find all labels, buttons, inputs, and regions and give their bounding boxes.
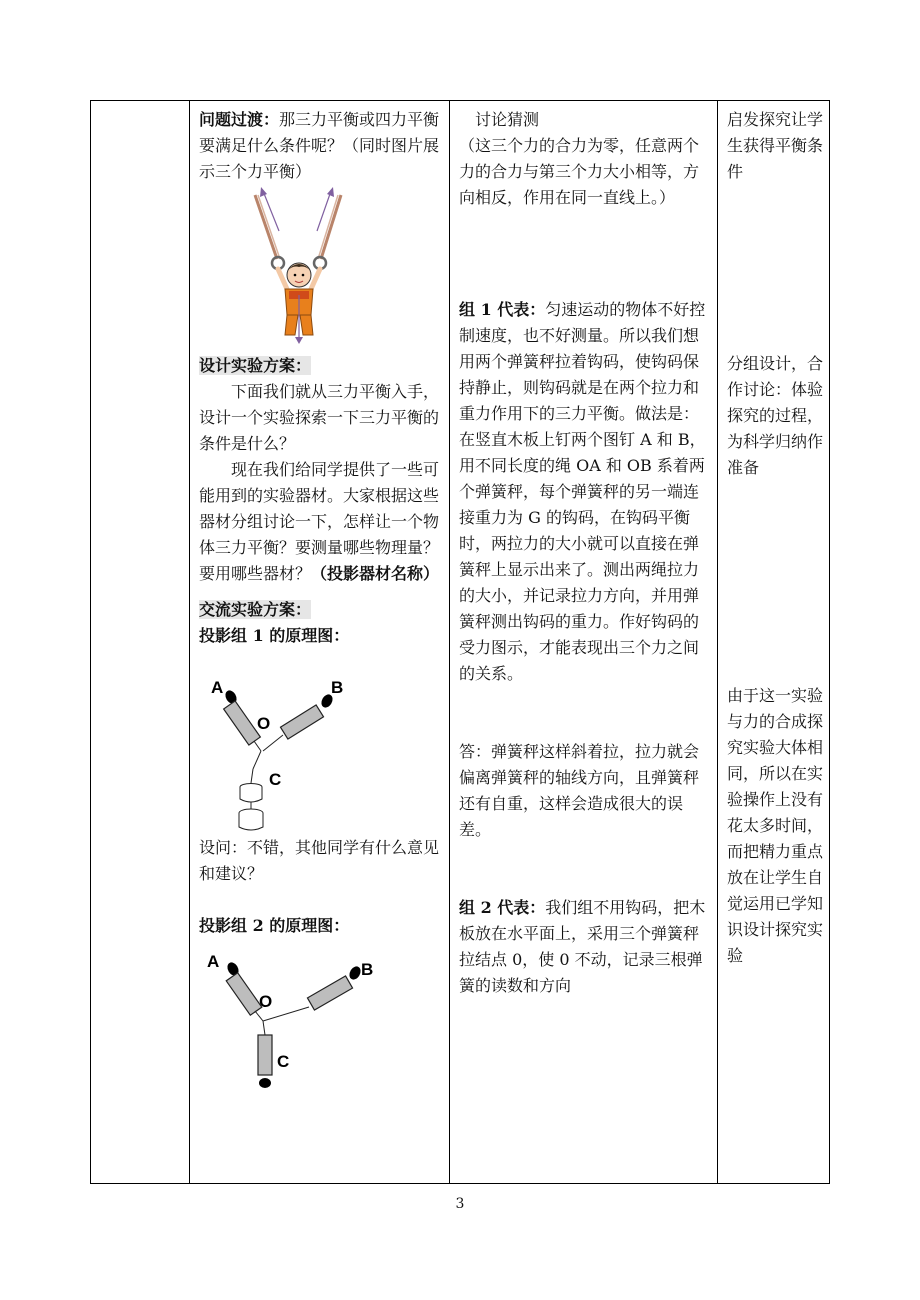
label-b: B [361,960,374,979]
projection-note: （投影器材名称） [311,564,440,583]
intent-note-3: 由于这一实验与力的合成探究实验大体相同，所以在实验操作上没有花太多时间，而把精力重点放在让学生自觉运用已学知识设计探究实验 [727,686,824,965]
label-c: C [277,1052,290,1071]
lesson-table [90,100,830,1184]
group1-principle-diagram [199,659,445,835]
transition-text: 那三力平衡或四力平衡要满足什么条件呢？（同时图片展示三个力平衡） [199,110,440,181]
page-number: 3 [455,1196,465,1212]
teacher-activity-cell [199,107,445,1095]
intent-note-2: 分组设计，合作讨论：体验探究的过程，为科学归纳作准备 [727,354,824,477]
exchange-heading: 交流实验方案： [199,600,312,619]
group1-representative-paragraph [459,297,709,687]
group1-representative-label: 组 1 代表： [459,300,546,319]
column-divider [449,101,450,1183]
discuss-title: 讨论猜测 [475,110,540,129]
design-intent-cell [727,107,829,969]
gymnast-rings-illustration [199,185,445,345]
label-o: O [259,992,273,1011]
design-paragraph-2-text: 现在我们给同学提供了一些可能用到的实验器材。大家根据这些器材分组讨论一下，怎样让一个物体三力平衡？要测量哪些物理量？要用哪些器材？ [199,460,440,583]
label-b: B [331,678,344,697]
group1-representative-text: 匀速运动的物体不好控制速度，也不好测量。所以我们想用两个弹簧秤拉着钩码，使钩码保持静止，则钩码就是在两个拉力和重力作用下的三力平衡。做法是：在竖直木板上钉两个图钉 A 和 B，用不同长度的绳 OA 和 OB 系着两个弹簧秤，每个弹簧秤的另一端连接重力为 G 的钩码，在钩码平衡时，两拉力的大小就可以直接在弹簧秤上显示出来了。测出两绳拉力的大小，并记录拉力方向，并用弹簧秤测出钩码的重力。作好钩码的受力图示，才能表现出三个力之间的关系。 [459,300,706,683]
student-activity-cell [459,107,709,999]
group1-diagram-label: 投影组 1 的原理图： [199,626,350,645]
group2-principle-diagram [199,945,445,1095]
column-divider [189,101,190,1183]
label-a: A [211,678,224,697]
design-heading: 设计实验方案： [199,356,312,375]
intent-note-1: 启发探究让学生获得平衡条件 [727,110,824,181]
question-paragraph: 设问：不错，其他同学有什么意见和建议？ [199,838,440,883]
label-a: A [207,952,220,971]
design-paragraph-1: 下面我们就从三力平衡入手，设计一个实验探索一下三力平衡的条件是什么？ [199,382,440,453]
discuss-text: （这三个力的合力为零，任意两个力的合力与第三个力大小相等，方向相反，作用在同一直线上。） [459,136,700,207]
group2-diagram-label: 投影组 2 的原理图： [199,916,350,935]
label-c: C [269,770,282,789]
transition-label: 问题过渡： [199,110,280,129]
group2-representative-label: 组 2 代表： [459,898,546,917]
answer-paragraph: 答：弹簧秤这样斜着拉，拉力就会偏离弹簧秤的轴线方向，且弹簧秤还有自重，这样会造成很大的误差。 [459,742,700,839]
label-o: O [257,714,271,733]
column-divider [717,101,718,1183]
transition-paragraph [199,107,445,185]
group2-representative-text: 我们组不用钩码，把木板放在水平面上，采用三个弹簧秤拉结点 0，使 0 不动，记录三根弹簧的读数和方向 [459,898,706,995]
group2-representative-paragraph [459,895,709,999]
design-paragraph-2 [199,457,445,587]
